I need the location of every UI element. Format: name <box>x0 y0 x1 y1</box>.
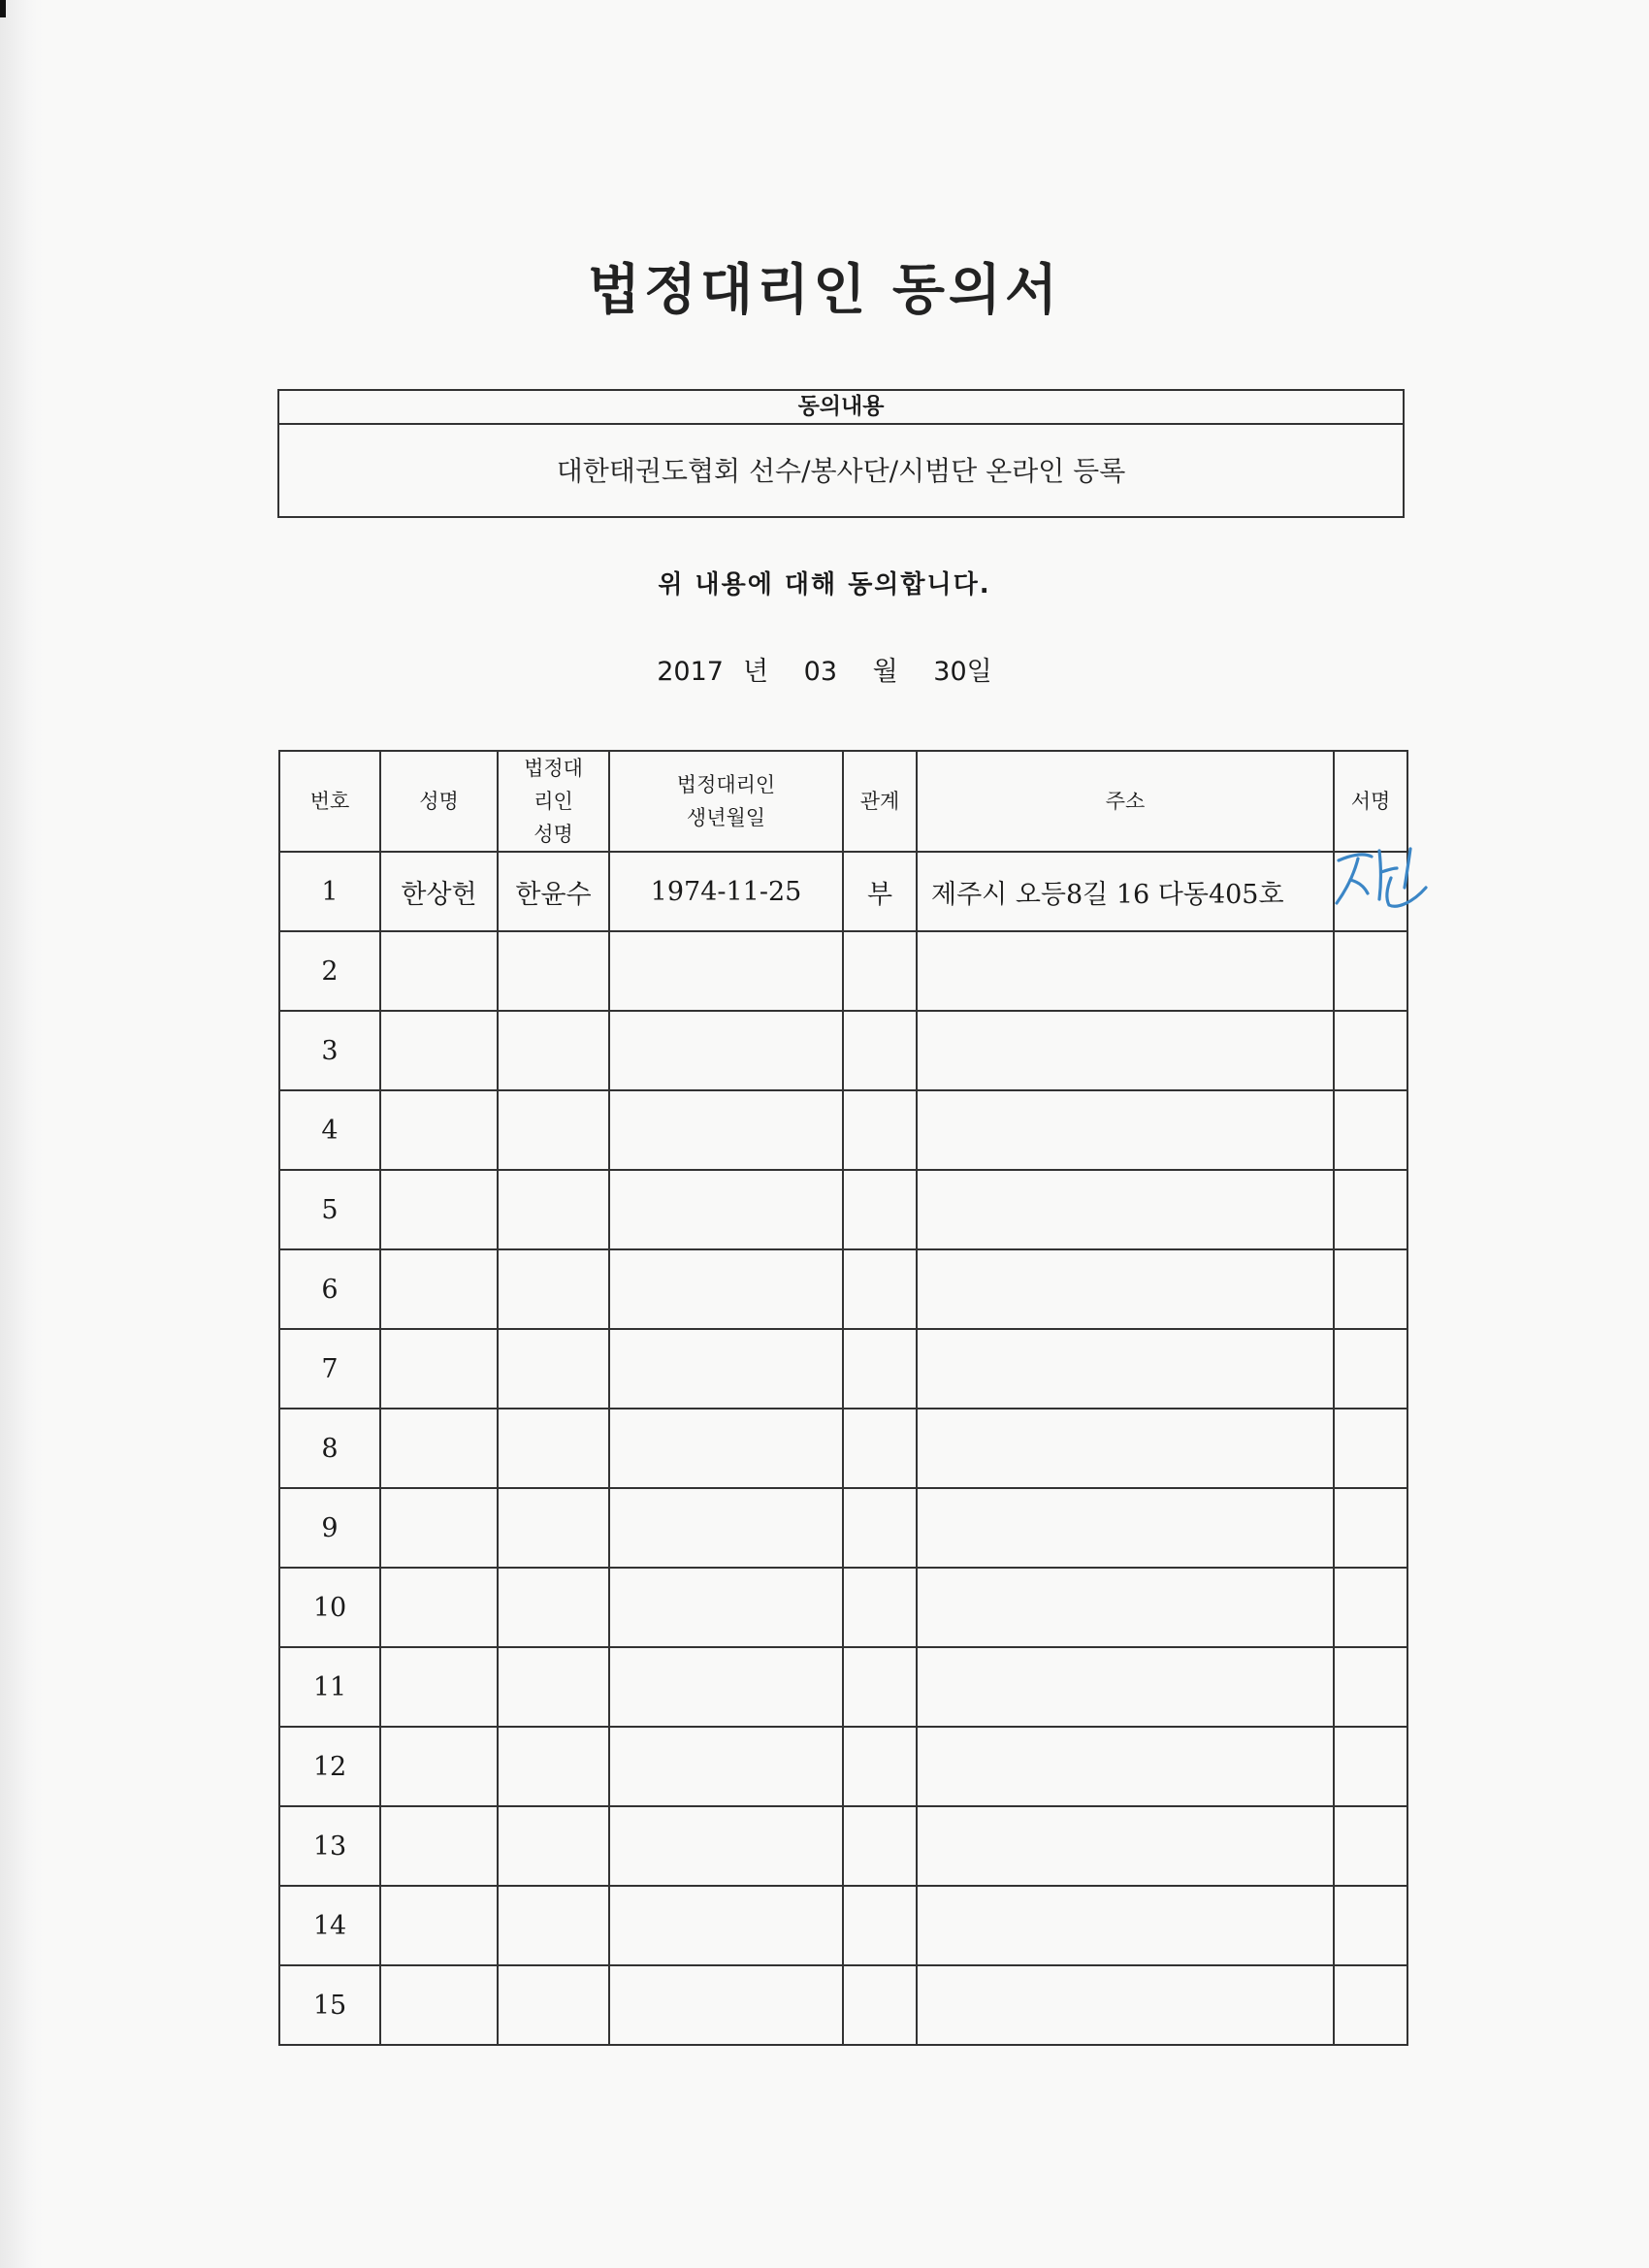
cell-relation <box>843 1568 917 1647</box>
header-guardian-name <box>498 751 609 852</box>
table-row <box>279 931 1407 1011</box>
table-row <box>279 1806 1407 1886</box>
consent-body: 대한태권도협회 선수/봉사단/시범단 온라인 등록 <box>556 455 1126 487</box>
cell-address <box>917 931 1334 1011</box>
document-title: 법정대리인 동의서 <box>587 259 1062 322</box>
document-date <box>0 650 1649 688</box>
cell-name <box>380 1886 498 1965</box>
handwritten-signature <box>1329 839 1436 917</box>
cell-signature <box>1334 1409 1407 1488</box>
cell-address <box>917 1329 1334 1409</box>
cell-guardian-name <box>498 1011 609 1090</box>
table-row <box>279 1965 1407 2045</box>
cell-guardian-birth <box>609 1647 843 1727</box>
cell-guardian-name <box>498 1806 609 1886</box>
cell-address <box>917 1090 1334 1170</box>
cell-guardian-birth <box>609 1488 843 1568</box>
cell-relation <box>843 1806 917 1886</box>
cell-name <box>380 1409 498 1488</box>
cell-relation <box>843 1965 917 2045</box>
cell-signature <box>1334 1886 1407 1965</box>
signature-stroke <box>1381 868 1397 872</box>
header-guardian-name-line: 성명 <box>534 823 573 846</box>
scan-edge-shadow <box>0 0 43 2268</box>
cell-signature <box>1334 1488 1407 1568</box>
table-header-row <box>279 751 1407 852</box>
table-row <box>279 1249 1407 1329</box>
cell-guardian-name <box>498 1488 609 1568</box>
cell-guardian-birth <box>609 1249 843 1329</box>
cell-relation <box>843 1090 917 1170</box>
cell-number: 9 <box>279 1488 380 1568</box>
header-name: 성명 <box>380 751 498 852</box>
cell-address: 제주시 오등8길 16 다동405호 <box>917 852 1334 931</box>
cell-name <box>380 931 498 1011</box>
cell-number: 15 <box>279 1965 380 2045</box>
cell-address <box>917 1011 1334 1090</box>
cell-address <box>917 1727 1334 1806</box>
header-signature: 서명 <box>1334 751 1407 852</box>
cell-address <box>917 1170 1334 1249</box>
table-row <box>279 1568 1407 1647</box>
cell-guardian-birth <box>609 1806 843 1886</box>
cell-guardian-birth <box>609 931 843 1011</box>
table-row <box>279 1647 1407 1727</box>
cell-name <box>380 1647 498 1727</box>
cell-guardian-name: 한윤수 <box>498 852 609 931</box>
table-row <box>279 852 1407 931</box>
consent-box <box>277 389 1405 518</box>
cell-guardian-birth <box>609 1568 843 1647</box>
consent-header: 동의내용 <box>279 391 1403 425</box>
cell-guardian-birth <box>609 1409 843 1488</box>
cell-name <box>380 1329 498 1409</box>
cell-relation <box>843 1727 917 1806</box>
cell-relation <box>843 1329 917 1409</box>
cell-number: 4 <box>279 1090 380 1170</box>
cell-guardian-birth <box>609 1090 843 1170</box>
cell-number: 10 <box>279 1568 380 1647</box>
cell-number: 13 <box>279 1806 380 1886</box>
cell-name: 한상헌 <box>380 852 498 931</box>
cell-guardian-name <box>498 1727 609 1806</box>
cell-address <box>917 1568 1334 1647</box>
cell-relation: 부 <box>843 852 917 931</box>
table-row <box>279 1727 1407 1806</box>
cell-guardian-name <box>498 1965 609 2045</box>
header-relation: 관계 <box>843 751 917 852</box>
cell-relation <box>843 931 917 1011</box>
agreement-statement: 위 내용에 대해 동의합니다. <box>658 570 991 599</box>
cell-guardian-name <box>498 931 609 1011</box>
date-year: 2017 <box>657 657 724 687</box>
header-guardian-birth-line: 생년월일 <box>686 806 766 829</box>
cell-relation <box>843 1886 917 1965</box>
header-number: 번호 <box>279 751 380 852</box>
cell-guardian-name <box>498 1647 609 1727</box>
scan-mark <box>0 0 6 17</box>
cell-name <box>380 1806 498 1886</box>
signature-stroke <box>1405 849 1410 888</box>
cell-guardian-birth <box>609 1886 843 1965</box>
cell-signature <box>1334 1329 1407 1409</box>
table-row <box>279 1090 1407 1170</box>
cell-address <box>917 1488 1334 1568</box>
table-row <box>279 1409 1407 1488</box>
cell-number: 6 <box>279 1249 380 1329</box>
signature-stroke <box>1339 855 1372 860</box>
table-row <box>279 1170 1407 1249</box>
cell-number: 7 <box>279 1329 380 1409</box>
cell-signature <box>1334 931 1407 1011</box>
cell-number: 3 <box>279 1011 380 1090</box>
cell-address <box>917 1249 1334 1329</box>
cell-guardian-birth <box>609 1965 843 2045</box>
cell-number: 2 <box>279 931 380 1011</box>
cell-number: 1 <box>279 852 380 931</box>
header-guardian-name-line: 리인 <box>534 790 573 813</box>
table-row <box>279 1011 1407 1090</box>
cell-signature <box>1334 852 1407 931</box>
cell-number: 14 <box>279 1886 380 1965</box>
cell-guardian-name <box>498 1886 609 1965</box>
table-row <box>279 1329 1407 1409</box>
header-guardian-name-line: 법정대 <box>524 757 583 780</box>
cell-guardian-name <box>498 1568 609 1647</box>
cell-name <box>380 1011 498 1090</box>
cell-name <box>380 1568 498 1647</box>
cell-name <box>380 1965 498 2045</box>
cell-signature <box>1334 1568 1407 1647</box>
cell-guardian-birth <box>609 1011 843 1090</box>
cell-guardian-birth <box>609 1170 843 1249</box>
date-month-unit: 월 <box>872 657 898 687</box>
header-guardian-birth-line: 법정대리인 <box>676 773 776 796</box>
cell-signature <box>1334 1011 1407 1090</box>
date-month: 03 <box>803 657 838 687</box>
table-row <box>279 1488 1407 1568</box>
cell-signature <box>1334 1806 1407 1886</box>
cell-guardian-birth: 1974-11-25 <box>609 852 843 931</box>
cell-number: 8 <box>279 1409 380 1488</box>
cell-address <box>917 1886 1334 1965</box>
cell-signature <box>1334 1727 1407 1806</box>
cell-guardian-name <box>498 1329 609 1409</box>
header-address: 주소 <box>917 751 1334 852</box>
cell-address <box>917 1806 1334 1886</box>
cell-number: 5 <box>279 1170 380 1249</box>
cell-guardian-name <box>498 1249 609 1329</box>
cell-signature <box>1334 1170 1407 1249</box>
signature-stroke <box>1350 880 1368 893</box>
cell-name <box>380 1249 498 1329</box>
cell-signature <box>1334 1965 1407 2045</box>
cell-name <box>380 1488 498 1568</box>
cell-relation <box>843 1409 917 1488</box>
cell-signature <box>1334 1090 1407 1170</box>
cell-name <box>380 1170 498 1249</box>
cell-guardian-birth <box>609 1727 843 1806</box>
cell-name <box>380 1727 498 1806</box>
cell-guardian-birth <box>609 1329 843 1409</box>
cell-name <box>380 1090 498 1170</box>
cell-relation <box>843 1170 917 1249</box>
date-day: 30일 <box>933 657 992 687</box>
cell-address <box>917 1647 1334 1727</box>
cell-address <box>917 1965 1334 2045</box>
table-row <box>279 1886 1407 1965</box>
cell-relation <box>843 1011 917 1090</box>
cell-guardian-name <box>498 1090 609 1170</box>
cell-signature <box>1334 1647 1407 1727</box>
cell-number: 12 <box>279 1727 380 1806</box>
guardian-table <box>278 750 1408 2046</box>
signature-stroke <box>1379 851 1381 899</box>
date-year-unit: 년 <box>742 657 769 687</box>
cell-relation <box>843 1249 917 1329</box>
cell-guardian-name <box>498 1170 609 1249</box>
header-guardian-birth <box>609 751 843 852</box>
cell-relation <box>843 1647 917 1727</box>
cell-number: 11 <box>279 1647 380 1727</box>
cell-relation <box>843 1488 917 1568</box>
cell-guardian-name <box>498 1409 609 1488</box>
cell-address <box>917 1409 1334 1488</box>
cell-signature <box>1334 1249 1407 1329</box>
